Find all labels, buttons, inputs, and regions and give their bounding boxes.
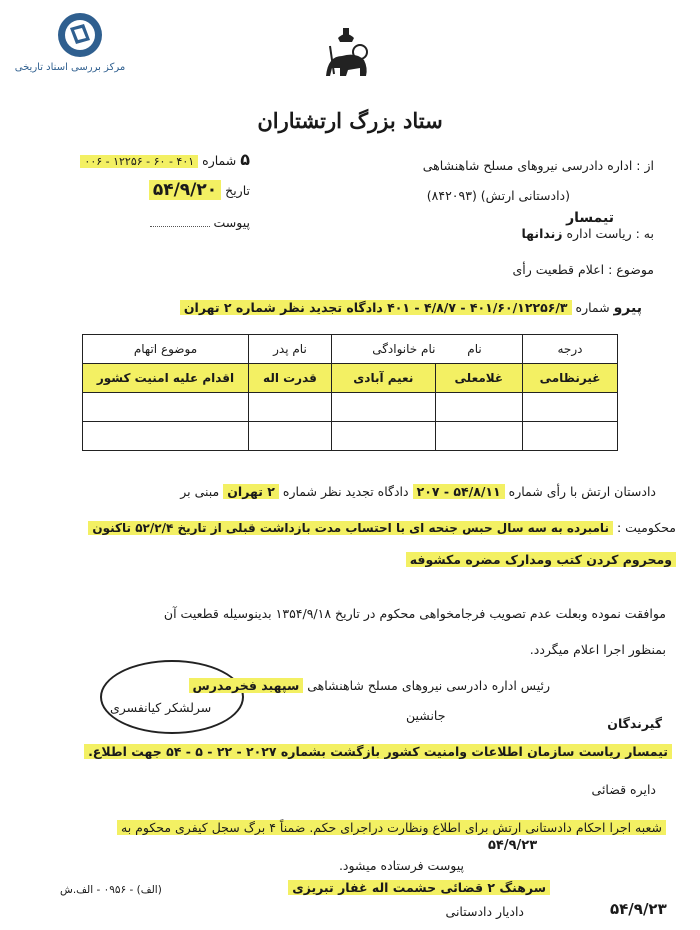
- body-line1-a: دادستان ارتش با رأی شماره: [508, 484, 656, 499]
- table-cell: [331, 393, 435, 422]
- table-cell: [523, 422, 618, 451]
- recipients-line5-text: سرهنگ ۲ قضائی حشمت اله غفار تبریزی: [288, 880, 550, 895]
- recipients-stamp-note-2: ۵۴/۹/۲۳: [610, 900, 667, 918]
- recipients-line3-text: شعبه اجرا احکام دادستانی ارتش برای اطلاع ونظارت دراجرای حکم. ضمناً ۴ برگ سجل کیفری محکوم به: [117, 820, 666, 835]
- to-value2: زندانها: [521, 226, 563, 241]
- table-cell: نعیم آبادی: [331, 364, 435, 393]
- table-cell: غیرنظامی: [523, 364, 618, 393]
- followup-label: پیرو: [613, 300, 642, 316]
- followup-line: [180, 300, 642, 316]
- body-line2-text: نامبرده به سه سال حبس جنحه ای با احتساب مدت بازداشت قبلی از تاریخ ۵۲/۲/۴ تاکنون: [88, 521, 613, 535]
- lion-and-sun-emblem-icon: [316, 26, 376, 86]
- archive-logo-icon: [10, 10, 130, 60]
- recipients-line-6: دادیار دادستانی: [445, 904, 524, 919]
- table-row: [83, 393, 618, 422]
- body-line2-label: محکومیت :: [616, 520, 676, 535]
- ref-number: [40, 150, 250, 169]
- recipients-line-1: [84, 744, 672, 759]
- ref-date-label: تاریخ: [225, 183, 250, 198]
- body-line3-text: ومحروم کردن کتب ومدارک مضره مکشوفه: [406, 552, 676, 567]
- table-header-row: [83, 335, 618, 364]
- ref-number-label: شماره: [202, 153, 237, 168]
- body-line-5: بمنظور اجرا اعلام میگردد.: [529, 642, 666, 657]
- signature-scribble: [100, 660, 244, 734]
- signature-name: سپهبد فخرمدرس: [189, 678, 304, 693]
- recipients-line-3: [117, 820, 666, 835]
- table-row: [83, 364, 618, 393]
- table-header-last-name: نام خانوادگی: [372, 342, 436, 356]
- signature-signer: سرلشکر کیانفسری: [110, 700, 212, 715]
- body-line-4: موافقت نموده وبعلت عدم تصویب فرجامخواهی محکوم در تاریخ ۱۳۵۴/۹/۱۸ بدینوسیله قطعیت آن: [163, 606, 666, 621]
- letterhead-title: ستاد بزرگ ارتشتاران: [257, 108, 443, 133]
- body-line-1: [180, 484, 656, 499]
- recipients-line-2: دایره قضائی: [591, 782, 656, 797]
- recipients-label: گیرندگان: [607, 716, 662, 731]
- body-line-2: [88, 520, 676, 535]
- body-line-3: [406, 552, 676, 567]
- ref-attach-label: پیوست: [213, 215, 250, 230]
- table-cell: قدرت اله: [248, 364, 331, 393]
- archive-logo: [10, 10, 130, 80]
- ref-number-value: ۴۰۱ - ۶۰ - ۱۲۲۵۶ - ۰۰۶: [80, 155, 198, 168]
- recipients-line-5: [288, 880, 550, 895]
- signature-title: رئیس اداره دادرسی نیروهای مسلح شاهنشاهی: [307, 678, 550, 693]
- header-dept: (دادستانی ارتش) (۸۴۲۰۹۳): [426, 188, 570, 203]
- recipients-line1-text: تیمسار ریاست سازمان اطلاعات وامنیت کشور بازگشت بشماره ۲۰۲۷ - ۲۲ - ۵ - ۵۴ جهت اطلاع.: [84, 744, 672, 759]
- table-header: [331, 335, 522, 364]
- ref-number-mark: ۵: [240, 150, 250, 169]
- header-subject: [512, 262, 654, 277]
- subject-value: اعلام قطعیت رأی: [512, 262, 605, 277]
- to-handwritten: تیمسار: [566, 210, 614, 226]
- table-cell: [248, 422, 331, 451]
- table-cell: [523, 393, 618, 422]
- table-header: موضوع اتهام: [83, 335, 249, 364]
- table-cell: [83, 393, 249, 422]
- table-header-first-name: نام: [467, 342, 482, 356]
- table-header: درجه: [523, 335, 618, 364]
- recipients-stamp-note: ۵۴/۹/۲۳: [488, 838, 538, 853]
- body-line1-b: دادگاه تجدید نظر شماره: [282, 484, 409, 499]
- to-value: ریاست اداره: [566, 226, 632, 241]
- header-from: [423, 158, 654, 173]
- table-cell: [248, 393, 331, 422]
- table-header: نام پدر: [248, 335, 331, 364]
- body-line1-c: مبنی بر: [180, 484, 220, 499]
- header-to: [521, 226, 654, 241]
- table-cell: [83, 422, 249, 451]
- followup-label2: شماره: [575, 300, 610, 315]
- recipients-line-4: پیوست فرستاده میشود.: [338, 858, 464, 873]
- footer-form-code: (الف) - ۰۹۵۶ - الف.ش: [60, 884, 162, 896]
- signature-title-line: [189, 678, 550, 693]
- signature-successor: جانشین: [406, 708, 446, 723]
- table-row: [83, 422, 618, 451]
- table-cell: [435, 422, 522, 451]
- body-line1-num: ۵۴/۸/۱۱ - ۲۰۷: [413, 484, 505, 499]
- subject-label: موضوع :: [608, 262, 654, 277]
- archive-name: مرکز بررسی اسناد تاریخی: [14, 62, 126, 73]
- to-label: به :: [635, 226, 654, 241]
- from-value: اداره دادرسی نیروهای مسلح شاهنشاهی: [422, 158, 633, 173]
- table-cell: [435, 393, 522, 422]
- table-cell: [331, 422, 435, 451]
- followup-text: ۴۰۱/۶۰/۱۲۲۵۶/۳ - ۴/۸/۷ - ۴۰۱ دادگاه تجدید نظر شماره ۲ تهران: [180, 300, 572, 315]
- table-cell: اقدام علیه امنیت کشور: [83, 364, 249, 393]
- ref-date-value: ۵۴/۹/۲۰: [149, 180, 221, 200]
- body-line1-court: ۲ تهران: [223, 484, 279, 499]
- ref-attachment: [40, 215, 250, 230]
- table-cell: غلامعلی: [435, 364, 522, 393]
- ref-date: [40, 180, 250, 200]
- from-label: از :: [636, 158, 654, 173]
- defendant-table: [82, 334, 618, 451]
